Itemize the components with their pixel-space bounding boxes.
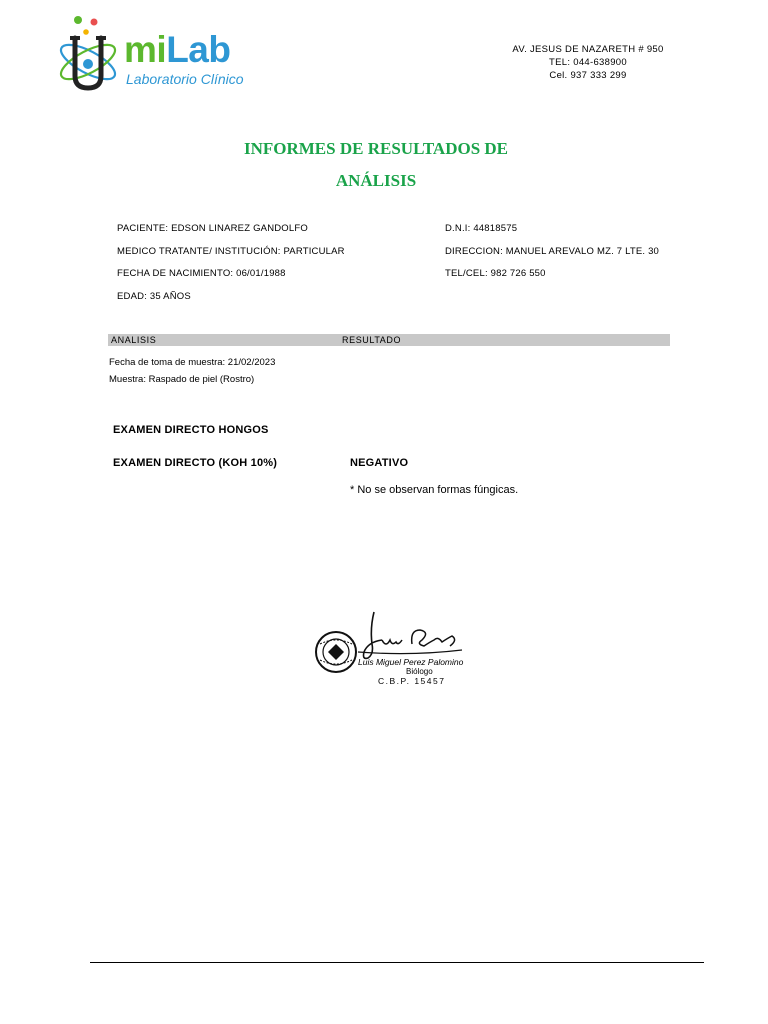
exam-note: * No se observan formas fúngicas. (350, 484, 519, 496)
contact-block (480, 43, 696, 82)
lab-tube-atom-icon (50, 12, 130, 94)
footer-divider (90, 962, 704, 963)
contact-address: AV. JESUS DE NAZARETH # 950 (512, 44, 664, 55)
column-header-analisis: ANALISIS (111, 335, 157, 345)
report-title-line2: ANÁLISIS (335, 171, 417, 190)
logo-brand-lab: Lab (166, 29, 231, 70)
contact-tel: TEL: 044-638900 (549, 57, 627, 68)
milab-logo (50, 12, 265, 94)
logo-brand-mi: mi (124, 29, 167, 70)
patient-address: DIRECCION: MANUEL AREVALO MZ. 7 LTE. 30 (445, 246, 660, 257)
exam-test-name: EXAMEN DIRECTO (KOH 10%) (113, 457, 278, 469)
exam-section-title: EXAMEN DIRECTO HONGOS (113, 424, 269, 436)
patient-phone: TEL/CEL: 982 726 550 (445, 268, 546, 279)
patient-dni: D.N.I: 44818575 (445, 223, 518, 234)
signature-block (312, 600, 472, 690)
treating-doctor: MEDICO TRATANTE/ INSTITUCIÓN: PARTICULAR (117, 246, 345, 257)
column-header-resultado: RESULTADO (342, 335, 402, 345)
patient-birthdate: FECHA DE NACIMIENTO: 06/01/1988 (117, 268, 286, 279)
sample-type: Muestra: Raspado de piel (Rostro) (109, 374, 255, 385)
logo-subtitle: Laboratorio Clínico (126, 71, 244, 87)
report-title-line1: INFORMES DE RESULTADOS DE (243, 139, 509, 158)
sample-date: Fecha de toma de muestra: 21/02/2023 (109, 357, 276, 368)
signer-name: Luis Miguel Perez Palomino (358, 657, 464, 667)
exam-result: NEGATIVO (350, 457, 409, 469)
patient-age: EDAD: 35 AÑOS (117, 291, 191, 302)
patient-name: PACIENTE: EDSON LINAREZ GANDOLFO (117, 223, 308, 234)
logo-wordmark (124, 30, 230, 70)
contact-cel: Cel. 937 333 299 (549, 70, 627, 81)
signer-cbp: C.B.P. 15457 (378, 676, 446, 686)
signer-title: Biólogo (406, 667, 433, 676)
